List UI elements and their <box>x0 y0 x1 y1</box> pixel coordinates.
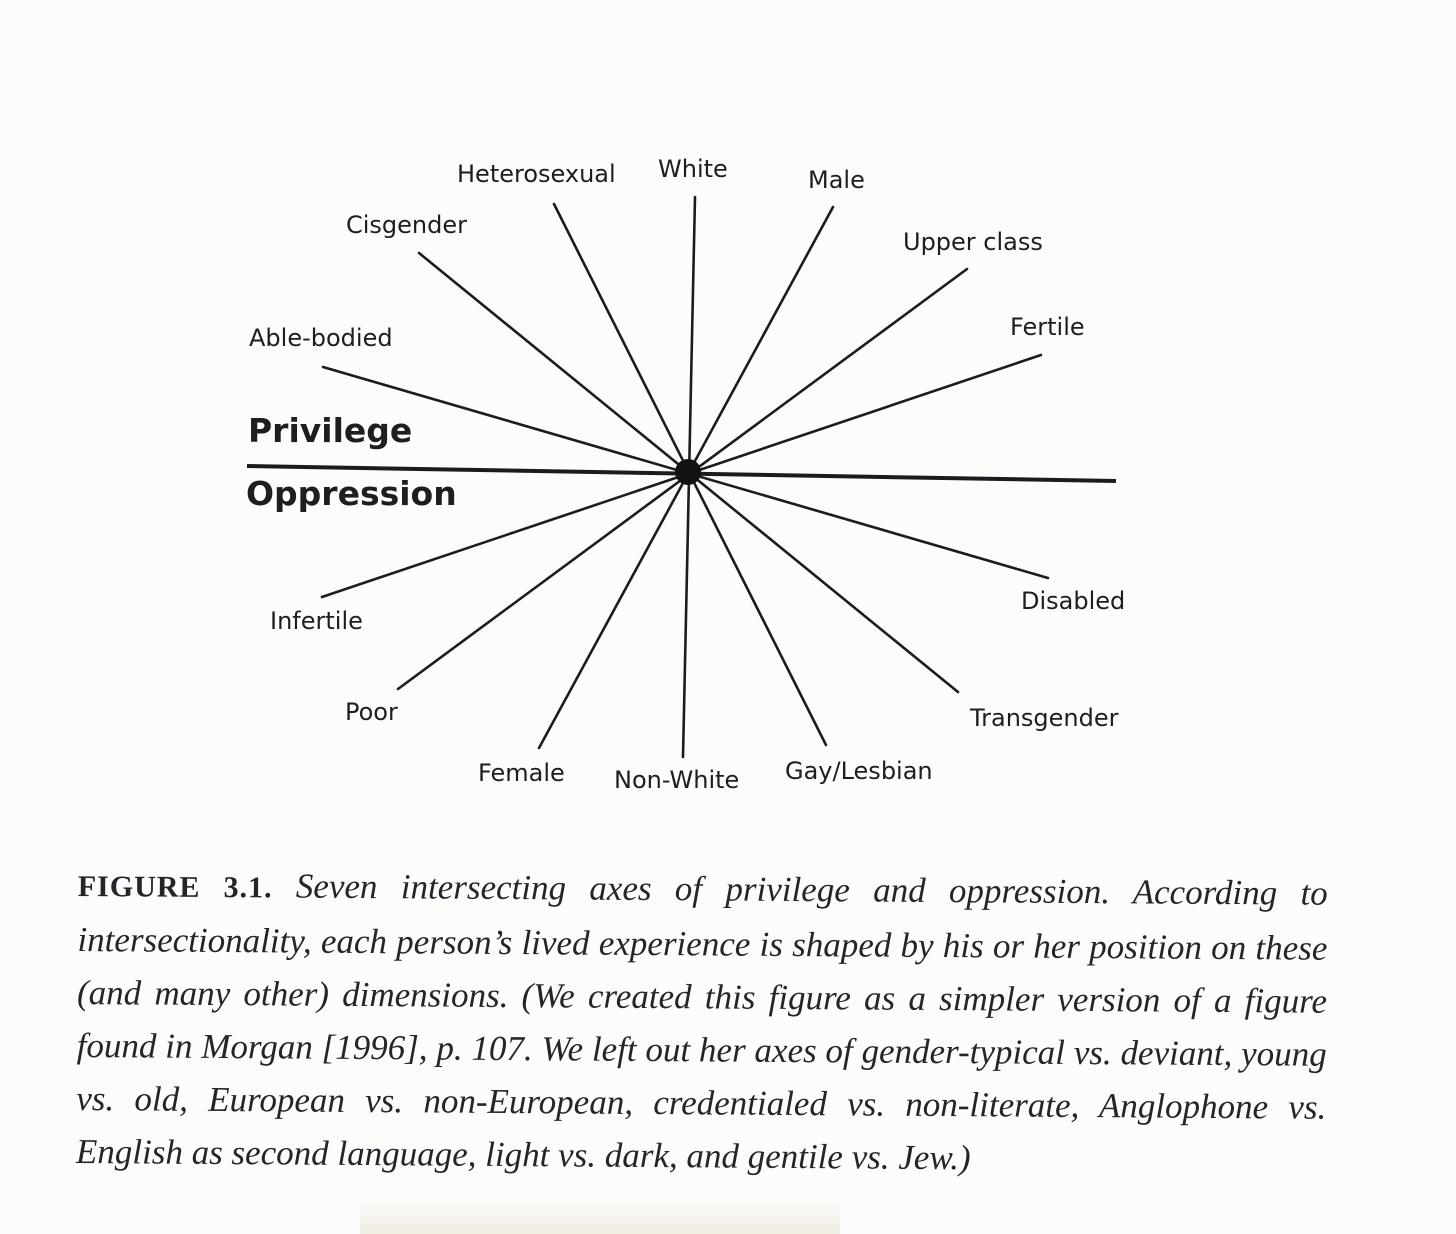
label-poor: Poor <box>345 698 398 726</box>
label-male: Male <box>808 166 865 194</box>
label-able-bodied: Able-bodied <box>249 324 393 352</box>
label-female: Female <box>478 759 565 787</box>
label-gay-lesbian: Gay/Lesbian <box>785 757 933 785</box>
label-cisgender: Cisgender <box>346 211 468 239</box>
figure-caption <box>76 858 1328 1187</box>
label-non-white: Non-White <box>614 766 740 794</box>
label-transgender: Transgender <box>970 704 1119 732</box>
privilege-label: Privilege <box>248 411 413 450</box>
figure-number: FIGURE 3.1. <box>77 869 273 905</box>
label-heterosexual: Heterosexual <box>457 160 616 188</box>
oppression-label: Oppression <box>246 474 457 513</box>
next-page-bleed <box>360 1200 840 1234</box>
label-upper-class: Upper class <box>903 228 1043 256</box>
label-infertile: Infertile <box>270 607 363 635</box>
caption-text: Seven intersecting axes of privilege and oppression. According to intersectionality, each person’s lived experience is shaped by his or her position on these (and many other) dimensions. (We created this figure as a simpler version of a figure found in Morgan [1996], p. 107. We left out her axes of gender-typical vs. deviant, young vs. old, European vs. non-European, credentialed vs. non-literate, Anglophone vs. English as second language, light vs. dark, and gentile vs. Jew.) <box>75 866 1328 1178</box>
center-hub <box>675 459 701 485</box>
label-fertile: Fertile <box>1010 313 1085 341</box>
label-white: White <box>658 155 728 183</box>
label-disabled: Disabled <box>1021 587 1126 615</box>
